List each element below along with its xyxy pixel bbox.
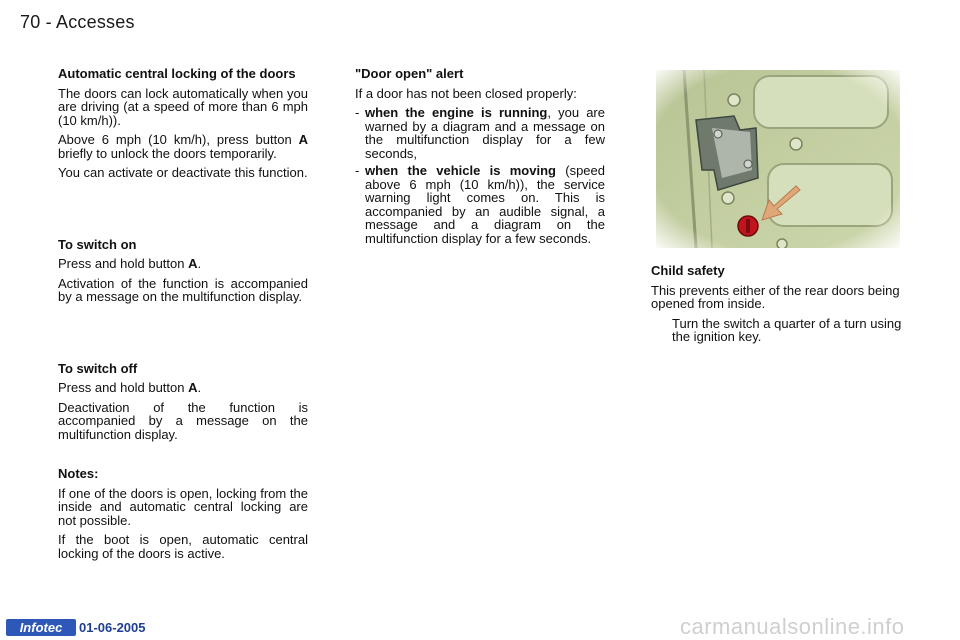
bullet-text (365, 164, 605, 245)
paragraph: Activation of the function is accompanied by a message on the multifunction display. (58, 275, 308, 304)
pointing-hand-icon (651, 317, 672, 344)
section-heading-notes: Notes: (58, 466, 99, 481)
paragraph: This prevents either of the rear doors being opened from inside. (651, 282, 900, 311)
paragraph: Deactivation of the function is accompanied by a message on the multifunction display. (58, 399, 308, 442)
infotec-badge: Infotec (6, 619, 76, 636)
paragraph: If the boot is open, automatic central locking of the doors is active. (58, 532, 308, 561)
bullet-text (365, 106, 605, 160)
column-left (58, 67, 308, 566)
section-heading-switch-on: To switch on (58, 236, 137, 252)
bullet-bold: when the engine is running (365, 105, 548, 120)
section-heading-door-open: "Door open" alert (355, 66, 464, 81)
button-reference: A (188, 256, 198, 271)
text: Press and hold button (58, 380, 185, 395)
button-reference: A (298, 132, 308, 147)
paragraph: You can activate or deactivate this function. (58, 165, 308, 180)
bullet-body: (speed above 6 mph (10 km/h)), the service warning light comes on. This is accompanied by an audible signal, a message and a diagram on the multifunction display for a few seconds. (365, 163, 605, 246)
text: briefly to unlock the doors temporarily. (58, 145, 277, 161)
page-header: 70 - Accesses (20, 12, 135, 32)
column-middle (355, 67, 605, 249)
child-safety-photo (656, 70, 900, 248)
button-reference: A (188, 380, 198, 395)
text: . (197, 256, 202, 271)
bullet-dash: - (355, 163, 360, 178)
bullet-body: , you are warned by a diagram and a message on the multifunction display for a few seconds, (365, 105, 605, 161)
paragraph: The doors can lock automatically when you are driving (at a speed of more than 6 mph (10 km/h)). (58, 85, 308, 128)
paragraph (58, 257, 308, 271)
text: Above 6 mph (10 km/h), press button (58, 132, 292, 147)
paragraph: If one of the doors is open, locking from the inside and automatic central locking are not possible. (58, 485, 308, 528)
section-heading-child-safety: Child safety (651, 263, 725, 278)
list-item (355, 106, 605, 160)
section-heading-switch-off: To switch off (58, 360, 138, 376)
column-right (651, 264, 906, 344)
paragraph (58, 133, 308, 160)
list-item (355, 164, 605, 245)
text: . (197, 380, 202, 395)
paragraph: If a door has not been closed properly: (355, 85, 577, 101)
watermark: carmanualsonline.info (680, 614, 905, 639)
list-item (651, 317, 906, 344)
bullet-bold: when the vehicle is moving (365, 163, 556, 178)
text: Press and hold button (58, 256, 185, 271)
section-heading-auto-lock: Automatic central locking of the doors (58, 66, 296, 81)
bullet-text: Turn the switch a quarter of a turn using the ignition key. (672, 315, 902, 344)
bullet-dash: - (355, 105, 360, 120)
footer-date: 01-06-2005 (79, 620, 146, 635)
paragraph (58, 381, 308, 395)
